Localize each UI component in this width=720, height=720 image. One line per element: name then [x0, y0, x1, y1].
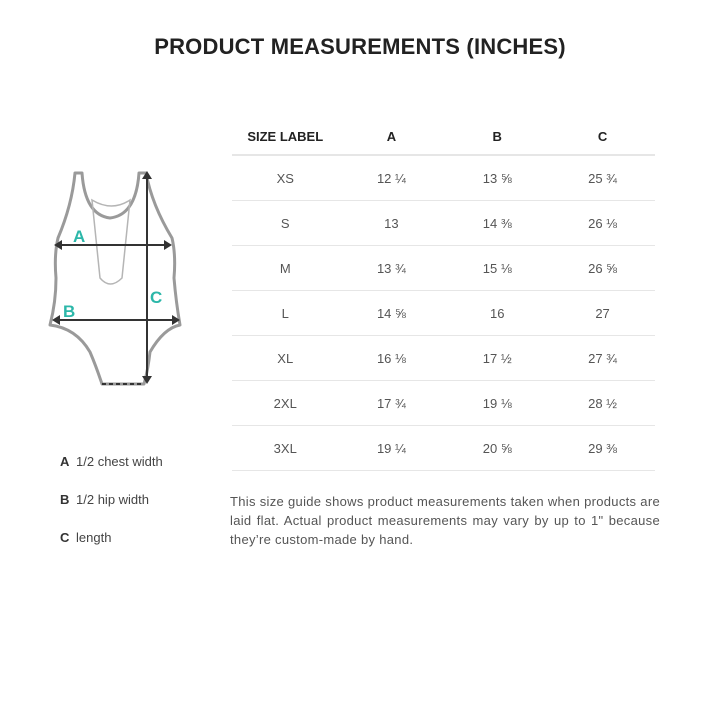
column-header: A — [339, 118, 445, 155]
table-row — [232, 246, 655, 291]
legend-item — [60, 528, 163, 566]
table-cell: S — [232, 201, 339, 246]
table-cell: 17 ½ — [444, 336, 550, 381]
table-cell: 19 ¼ — [339, 426, 445, 471]
legend-text: 1/2 chest width — [76, 454, 163, 469]
table-cell: 15 ⅛ — [444, 246, 550, 291]
table-cell: 26 ⅛ — [550, 201, 655, 246]
table-cell: 14 ⅝ — [339, 291, 445, 336]
table-cell: 3XL — [232, 426, 339, 471]
legend-text: length — [76, 530, 112, 545]
table-cell: 13 ⅝ — [444, 155, 550, 201]
table-cell: 17 ¾ — [339, 381, 445, 426]
table-cell: 12 ¼ — [339, 155, 445, 201]
table-row — [232, 291, 655, 336]
table-cell: XS — [232, 155, 339, 201]
table-cell: 16 — [444, 291, 550, 336]
table-cell: 2XL — [232, 381, 339, 426]
table-cell: 19 ⅛ — [444, 381, 550, 426]
size-guide-note: This size guide shows product measurements taken when products are laid flat. Actual product measurements may vary by up to 1" because they’re custom-made by hand. — [230, 494, 660, 547]
table-cell: 25 ¾ — [550, 155, 655, 201]
page-title: PRODUCT MEASUREMENTS (INCHES) — [154, 34, 566, 59]
table-cell: 27 ¾ — [550, 336, 655, 381]
label-c: C — [150, 288, 163, 307]
column-header: SIZE LABEL — [232, 118, 339, 155]
table-row — [232, 426, 655, 471]
label-b: B — [63, 302, 76, 321]
table-cell: 16 ⅛ — [339, 336, 445, 381]
legend-key: B — [60, 492, 70, 507]
table-cell: L — [232, 291, 339, 336]
table-row — [232, 201, 655, 246]
table-cell: 14 ⅜ — [444, 201, 550, 246]
bodysuit-outline — [50, 173, 180, 384]
legend-item — [60, 490, 163, 528]
column-header: B — [444, 118, 550, 155]
legend-text: 1/2 hip width — [76, 492, 150, 507]
table-cell: 13 ¾ — [339, 246, 445, 291]
bodysuit-illustration — [40, 160, 200, 400]
table-cell: M — [232, 246, 339, 291]
table-row — [232, 155, 655, 201]
table-cell: 27 — [550, 291, 655, 336]
label-a: A — [73, 227, 86, 246]
legend-key: A — [60, 454, 70, 469]
bodysuit-measurement-diagram — [40, 160, 200, 400]
legend-item — [60, 452, 163, 490]
table-cell: 29 ⅜ — [550, 426, 655, 471]
column-header: C — [550, 118, 655, 155]
table-cell: 20 ⅝ — [444, 426, 550, 471]
table-cell: 13 — [339, 201, 445, 246]
table-cell: XL — [232, 336, 339, 381]
size-table — [232, 118, 655, 471]
measurement-legend — [60, 452, 163, 566]
table-cell: 26 ⅝ — [550, 246, 655, 291]
table-row — [232, 381, 655, 426]
table-header-row — [232, 118, 655, 155]
legend-key: C — [60, 530, 70, 545]
table-cell: 28 ½ — [550, 381, 655, 426]
table-row — [232, 336, 655, 381]
